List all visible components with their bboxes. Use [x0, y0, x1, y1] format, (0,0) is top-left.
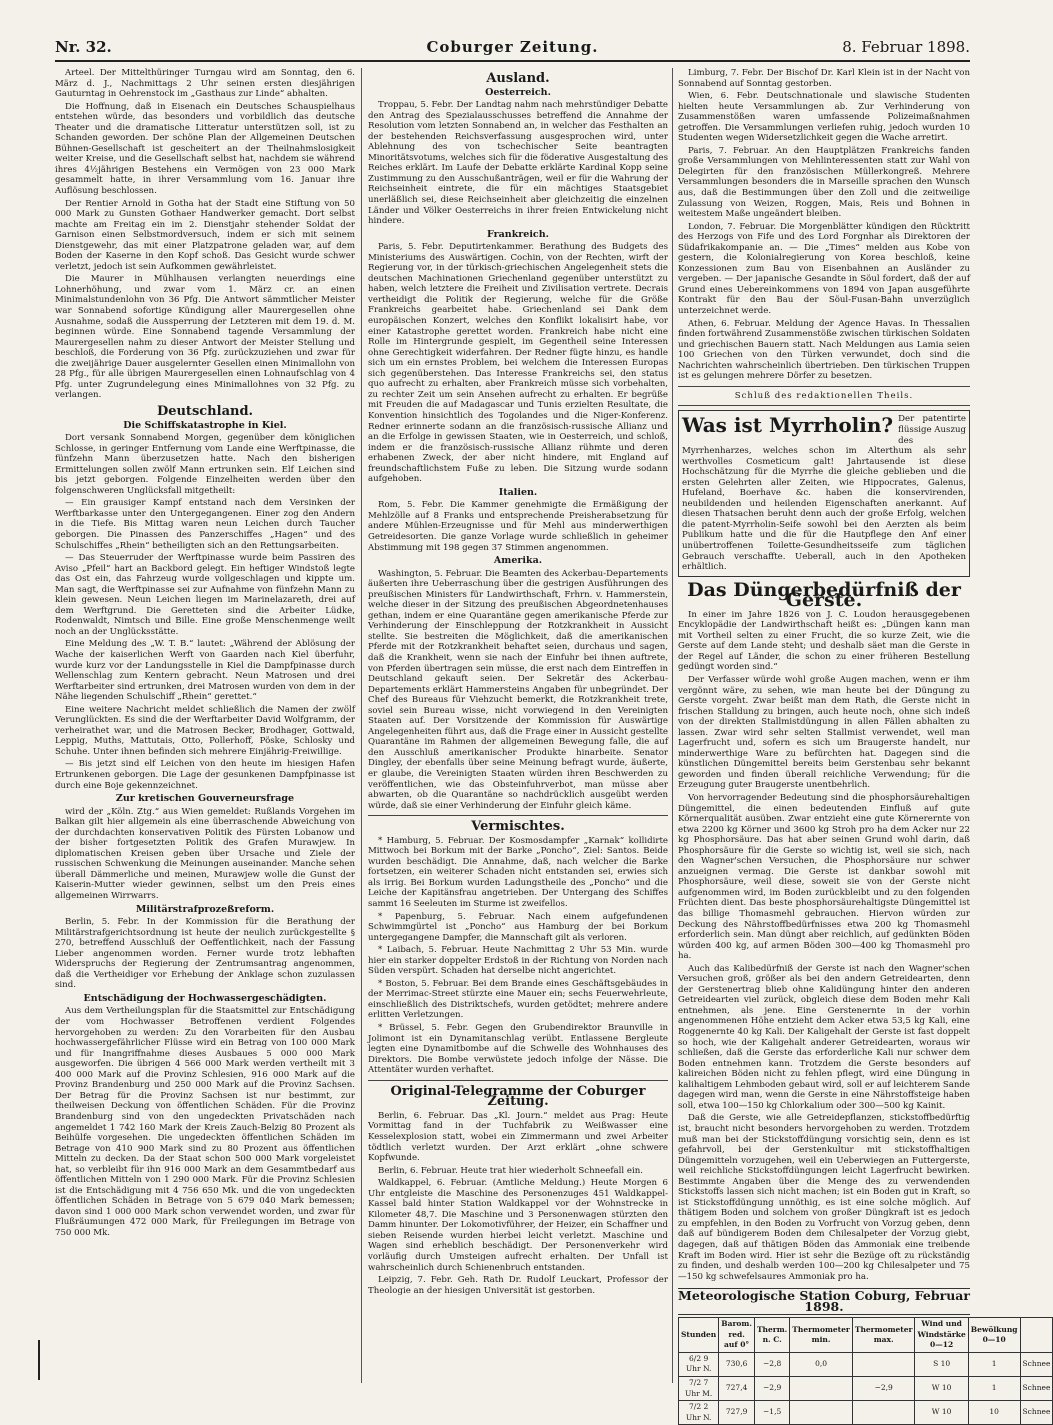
table-cell — [790, 1376, 853, 1400]
divider — [368, 815, 668, 816]
article-paragraph: Aus dem Vertheilungsplan für die Staatsmittel zur Entschädigung der vom Hochwasser Betroffenen verdient Folgendes hervorgehoben zu werden: Zu den Vorarbeiten für den Ausbau hochwassergefährlicher Flüsse wird ein Betrag von 100 000 Mark und für Inangriffnahme dieses Ausbaues 5 000 000 Mark ausgeworfen. Die übrigen 4 566 000 Mark werden vertheilt mit 3 400 000 Mark auf die Provinz Schlesien, 916 000 Mark auf die Provinz Brandenburg und 250 000 Mark auf die Provinz Sachsen. Der Betrag für die Provinz Sachsen ist nur bestimmt, zur theilweisen Deckung von öffentlichen Schäden. Für die Provinz Brandenburg sind von den ungedeckten Privatschäden nach angemeldet 1 742 160 Mark der Kreis Zauch-Belzig 80 Prozent als Beihülfe vorgesehen. Die ungedeckten öffentlichen Schäden im Betrage von 410 900 Mark sind zu 80 Prozent aus öffentlichen Mitteln zu decken. Da der Staat schon 500 000 Mark vorgeleistet hat, so verbleibt für ihn 916 000 Mark an dem Gesammtbedarf aus öffentlichen Mitteln von 1 290 000 Mark. Für die Provinz Schlesien ist die Entschädigung mit 4 756 650 Mk. und die von ungedeckten öffentlichen Schäden in Betrage von 5 679 040 Mark bemessen; davon sind 1 000 000 Mark schon verwendet worden, und zwar für Flußräumungen 472 000 Mark, für Freilegungen im Betrage von 750 000 Mk. — [55, 1006, 355, 1238]
article-paragraph: Limburg, 7. Febr. Der Bischof Dr. Karl Klein ist in der Nacht von Sonnabend auf Sonntag gestorben. — [678, 68, 970, 89]
article-paragraph: Berlin, 6. Februar. Das „Kl. Journ.“ meldet aus Prag: Heute Vormittag fand in der Tuchfabrik zu Weißwasser eine Kesselexplosion statt, wobei ein Zimmermann und zwei Arbeiter tödtlich verletzt wurden. Der Arzt erklärt „ohne schwere Kopfwunde. — [368, 1110, 668, 1164]
divider — [678, 386, 970, 387]
column-header: Thermometer min. — [790, 1318, 853, 1353]
article-paragraph: Der Verfasser würde wohl große Augen machen, wenn er ihm vergönnt wäre, zu sehen, wie man heute bei der Düngung zu Gerste vorgeht. Zwar beißt man dem Rath, die Gerste nicht in frischen Stalldung zu bringen, auch heute noch, ohne sich indeß von der direkten Stallmistdüngung in allen Fällen abhalten zu lassen. Zwar wird sehr selten Stallmist verwendet, weil man Lagerfrucht und, sofern es sich um Braugerste handelt, nur minderwerthige Ware zu befürchten hat. Dagegen sind die künstlichen Düngemittel bereits beim Gerstenbau sehr bekannt geworden und finden überall reichliche Verwendung; für die Erzeugung guter Braugerste unentbehrlich. — [678, 674, 970, 791]
article-paragraph: Eine Meldung des „W. T. B.“ lautet: „Während der Ablösung der Wache der kaiserlichen Werft von Gaarden nach Kiel überfuhr, wurde kurz vor der Landungsstelle in Kiel die Dampfpinasse durch Wellenschlag zum Kentern gebracht. Neun Matrosen und drei Werftarbeiter sind ertrunken, drei Matrosen wurden von dem in der Nähe liegenden Schulschiff „Rhein“ gerettet.“ — [55, 639, 355, 703]
table-cell: S 10 — [915, 1352, 968, 1376]
table-header-row — [679, 1318, 1053, 1353]
table-cell: W 10 — [915, 1401, 968, 1425]
table-cell: 727,9 — [719, 1401, 755, 1425]
weather-station-title: Meteorologische Station Coburg, Februar 1898. — [678, 1288, 970, 1314]
subheading-italien: Italien. — [498, 486, 538, 498]
section-heading-deutschland: Deutschland. — [156, 403, 254, 419]
article-paragraph: Arteel. Der Mittelthüringer Turngau wird am Sonntag, den 6. März d. J., Nachmittags 2 Uhr seinen ersten diesjährigen Gauturntag in Oehrenstock im „Gasthaus zur Linde“ abhalten. — [55, 68, 355, 100]
table-cell: 727,4 — [719, 1376, 755, 1400]
article-paragraph: — Ein grausiger Kampf entstand nach dem Versinken der Werftbarkasse unter den Untergegangenen. Einer zog den Andern in die Tiefe. Bis Mittag waren neun Leichen durch Taucher geborgen. Die Pinassen des Panzerschiffes „Hagen“ und des Schulschiffes „Rhein“ betheiligten sich an den Rettungsarbeiten. — [55, 498, 355, 551]
column-3 — [678, 68, 1051, 1422]
article-heading-gerste: Das Düngerbedürfniß der Gerste. — [687, 578, 961, 612]
table-cell: 10 — [968, 1401, 1020, 1425]
table-cell: 7/2 2 Uhr N. — [679, 1401, 719, 1425]
subheading-militaer: Militärstrafprozeßreform. — [135, 903, 275, 915]
article-paragraph: Eine weitere Nachricht meldet schließlich die Namen der zwölf Verunglückten. Es sind die der Werftarbeiter David Wolfgramm, der verheirathet war, und die Matrosen Becker, Brodhager, Gottwald, Leppig, Muths, Mattutais, Otto, Pollerhoff, Pöske, Schlosky und Schuhe. Unter ihnen befinden sich mehrere Einjährig-Freiwillige. — [55, 704, 355, 757]
table-cell: −2,9 — [852, 1376, 915, 1400]
subheading-kiel: Die Schiffskatastrophe in Kiel. — [123, 419, 287, 431]
table-row — [679, 1401, 1053, 1425]
article-paragraph: — Bis jetzt sind elf Leichen von den heute im hiesigen Hafen Ertrunkenen geborgen. Die Lage der gesunkenen Dampfpinasse ist durch eine Boje gekennzeichnet. — [55, 759, 355, 791]
article-paragraph: Wien, 6. Febr. Deutschnationale und slawische Studenten hielten heute Versammlungen ab. Zur Verhinderung von Zusammenstößen waren umfassende Polizeimaßnahmen getroffen. Die Versammlungen verliefen ruhig, jedoch wurden 10 Studenten wegen Widersetzlichkeit gegen die Wache arretirt. — [678, 91, 970, 144]
table-cell: 1 — [968, 1376, 1020, 1400]
article-paragraph: Rom, 5. Febr. Die Kammer genehmigte die Ermäßigung der Mehlzölle auf 8 Franks und entsprechende Preisherabsetzung für andere Mühlen-Erzeugnisse und für Mehl aus minderwerthigen Getreidesorten. Die ganze Vorlage wurde schließlich in geheimer Abstimmung mit 198 gegen 37 Stimmen angenommen. — [368, 500, 668, 553]
end-of-editorial-note: Schluß des redaktionellen Theils. — [734, 390, 914, 401]
article-paragraph: Auch das Kalibedürfniß der Gerste ist nach den Wagner'schen Versuchen groß, größer als bei den andern Getreidearten, denn der Gerstenertrag blieb ohne Kalidüngung hinter den anderen Getreidearten viel zurück, obgleich diese dem Boden mehr Kali entnehmen, als jene. Eine Gerstenernte in der vorhin angenommenen Höhe entzieht dem Acker etwa 53,5 kg Kali, eine Roggenernte 40 kg Kali. Der Kaligehalt der Gerste ist fast doppelt so hoch, wie der Kaligehalt anderer Getreidearten, woraus wir schließen, daß die Gerste das erforderliche Kali nur schwer dem Boden entnehmen kann. Trotzdem die Gerste besonders auf kalireichen Böden nicht zu fehlen pflegt, wird eine Düngung in kalihaltigem Lehmboden gebaut wird, soll er auf leichterem Sande dagegen wird man, wenn die Gerste in eine Nährstoffsteige haben soll, etwa 100—150 kg Chlorkalium oder 300—500 kg Kainit. — [678, 963, 971, 1111]
subheading-oesterreich: Oesterreich. — [485, 86, 551, 98]
table-cell: W 10 — [915, 1376, 968, 1400]
column-header: Therm. n. C. — [754, 1318, 789, 1353]
subheading-frankreich: Frankreich. — [487, 228, 549, 240]
table-cell: Schnee — [1020, 1376, 1053, 1400]
article-paragraph: Paris, 5. Febr. Deputirtenkammer. Berathung des Budgets des Ministeriums des Auswärtigen. Cochin, von der Rechten, wirft der Regierung vor, in der türkisch-griechischen Angelegenheit stets die deutschen Machinationen Griechenland gegenüber unterstützt zu haben, welch letztere die Freiheit und Zivilisation vertrete. Decrais vertheidigt die Politik der Regierung, welche für die Größe Frankreichs gearbeitet habe. Griechenland sei Dank dem europäischen Konzert, welches den Konflikt lokalisirt habe, vor einer Katastrophe gerettet worden. Frankreich habe nicht eine Rolle im Hintergrunde gespielt, im Gegentheil seine Interessen ohne Gerechtigkeit widerfahren. Der Redner fügte hinzu, es handle sich um ein ernstes Problem, bei welchem die Interessen Europas sich gegenüberstehen. Das Interesse Frankreichs sei, den status quo aufrecht zu erhalten, aber Frankreich müsse sich vorbehalten, zu rechter Zeit um sein Ansehen aufrecht zu erhalten. Er begrüße mit Freuden die auf Madagascar und Tunis erzielten Resultate, die Konvention hinsichtlich des Togolandes und die Niger-Konferenz. Redner erinnerte sodann an die französisch-russische Allianz und an die Erfolge in gewissen Staaten, wie in Oesterreich, und schloß, indem er die französisch-russische Allianz rühmte und deren erhabenen Zweck, der aber nicht hindere, mit England auf freundschaftlichstem Fuße zu leben. Die Sitzung wurde sodann aufgehoben. — [368, 242, 668, 485]
article-paragraph: Der Rentier Arnold in Gotha hat der Stadt eine Stiftung von 50 000 Mark zu Gunsten Gothaer Handwerker gemacht. Dort selbst machte am Freitag ein im 2. Dienstjahr stehender Soldat der Garnison einen Selbstmordversuch, indem er sich mit seinem Dienstgewehr, das mit einer Platzpatrone geladen war, auf dem Boden der Kaserne in den Kopf schoß. Das Gesicht wurde schwer verletzt, jedoch ist sein Aufkommen gewährleistet. — [55, 198, 355, 272]
article-paragraph: * Boston, 5. Februar. Bei dem Brande eines Geschäftsgebäudes in der Merrimac-Street stürzte eine Mauer ein; sechs Feuerwehrleute, einschließlich des Distriktschefs, wurden getödtet; mehrere andere erlitten Verletzungen. — [368, 978, 668, 1021]
table-cell — [852, 1401, 915, 1425]
article-paragraph: * Papenburg, 5. Februar. Nach einem aufgefundenen Schwimmgürtel ist „Poncho“ aus Hamburg der bei Borkum untergegangene Dampfer, die Mannschaft gilt als verloren. — [368, 911, 668, 943]
masthead — [55, 38, 970, 62]
column-rule — [672, 68, 673, 1383]
article-paragraph: Athen, 6. Februar. Meldung der Agence Havas. In Thessalien finden fortwährend Zusammenstöße zwischen türkischen Soldaten und griechischen Bauern statt. Nach Meldungen aus Lamia seien 100 Griechen von den Türken verwundet, doch sind die Nachrichten wahrscheinlich übertrieben. Den türkischen Truppen ist es gelungen mehrere Dörfer zu besetzen. — [678, 318, 970, 382]
article-paragraph: London, 7. Februar. Die Morgenblätter kündigen den Rücktritt des Herzogs von Fife und des Lord Forgnhar als Direktoren der Südafrikakompanie an. — Die „Times“ melden aus Kobe von gestern, die Kolonialregierung von Korea beschloß, keine Konzessionen zum Bau von Eisenbahnen an Ausländer zu vergeben. — Der japanische Gesandte in Söul fordert, daß der auf Grund eines Uebereinkommens von 1894 von Japan ausgeführte Kontrakt für den Bau der Söul-Fusan-Bahn unverzüglich unterzeichnet werde. — [678, 221, 970, 317]
article-paragraph: Berlin, 6. Februar. Heute trat hier wiederholt Schneefall ein. — [378, 1165, 643, 1176]
article-paragraph: Washington, 5. Februar. Die Beamten des Ackerbau-Departements äußerten ihre Ueberraschung über die gestrigen Ausführungen des preußischen Ministers für Landwirthschaft, Frhrn. v. Hammerstein, welche dieser in der Sitzung des preußischen Abgeordnetenhauses gethan, indem er eine Quarantäne gegen amerikanische Pferde zur Verhinderung der Einschleppung der Rotzkrankheit in Aussicht stellte. Sie bestreiten die Möglichkeit, daß die amerikanischen Pferde mit der Rotzkrankheit behaftet seien, durchaus und sagen, daß die Krankheit, wenn sie nach der Einfuhr bei ihnen auftrete, von Pferden übertragen sein müsse, die erst nach dem Eintreffen in Deutschland gekauft seien. Der Sekretär des Ackerbau-Departements erklärt Hammersteins Angaben für unbegründet. Der Chef des Bureaus für Viehzucht bemerkt, die Rotzkrankheit trete, soviel sein Bureau wisse, nicht vorwiegend in den Vereinigten Staaten auf. Der Vorsitzende der Kommission für Auswärtige Angelegenheiten führt aus, daß die Frage einer in Aussicht gestellte Quarantäne im Rahmen der allgemeinen Bewegung falle, die auf den Ausschluß amerikanischer Produkte hinarbeite. Senator Dingley, der ebenfalls über seine Meinung befragt wurde, äußerte, er glaube, die Vereinigten Staaten würden ihren Beschwerden zu veröffentlichen, wie das Obsteinfuhrverbot, man müsse aber abwarten, ob die Quarantäne so nachdrücklich ausgeübt werden würde, daß sie einer Verhinderung der Einfuhr gleich käme. — [368, 568, 668, 811]
table-cell: Schnee — [1020, 1352, 1053, 1376]
table-cell: 730,6 — [719, 1352, 755, 1376]
subheading-amerika: Amerika. — [493, 555, 543, 567]
section-heading-ausland: Ausland. — [486, 71, 550, 86]
column-header: Barom. red. auf 0° — [719, 1318, 755, 1353]
advertisement-myrrholin — [678, 410, 970, 576]
article-paragraph: Troppau, 5. Febr. Der Landtag nahm nach mehrstündiger Debatte den Antrag des Spezialausschusses betreffend die Annahme der Resolution vom letzten Sonnabend an, in welcher das Festhalten an der bestehenden Reichsverfassung ausgesprochen wird, unter Ablehnung des von tschechischer Seite beantragten Minoritätsvotums, welches sich für die föderative Ausgestaltung des Reiches erklärt. Im Laufe der Debatte erklärte Kardinal Kopp seine Zustimmung zu den Ausschußanträgen, weil er für die Wahrung der Reichseinheit eintrete, die für ein mächtiges Staatsgebiet unerläßlich sei, diese Reichseinheit aber gleichzeitig die einzelnen Länder und Völker Oesterreichs in ihrer freien Entwickelung nicht hindere. — [368, 100, 668, 227]
table-cell: 6/2 9 Uhr N. — [679, 1352, 719, 1376]
table-cell: 0,0 — [790, 1352, 853, 1376]
table-cell — [852, 1352, 915, 1376]
subheading-hochwasser: Entschädigung der Hochwassergeschädigten. — [83, 992, 327, 1004]
article-paragraph: — Das Steuerruder der Werftpinasse wurde beim Passiren des Aviso „Pfeil“ hart an Backbord gelegt. Ein heftiger Windstoß legte das Ost ein, das Fahrzeug wurde vollgeschlagen und kippte um. Man sagt, die Werftpinasse sei zur Aufnahme von fünfzehn Mann zu klein gewesen. Neun Leichen liegen im Marinelazareth, drei auf dem Werftgrund. Die Geretteten sind die Arbeiter Lüdke, Rodenwaldt, Nimtsch und Bille. Eine große Menschenmenge weilt noch an der Unglücksstätte. — [55, 553, 355, 637]
table-cell — [790, 1401, 853, 1425]
divider — [678, 405, 970, 406]
divider — [368, 1080, 668, 1081]
article-paragraph: Die Maurer in Mühlhausen verlangten neuerdings eine Lohnerhöhung, und zwar vom 1. März cr. an einen Minimalstundenlohn von 36 Pfg. Die Antwort sämmtlicher Meister war Sonnabend sofortige Kündigung aller Maurergesellen ohne Ausnahme, sodaß die Aussperrung der Letzteren mit dem 19. d. M. beginnen würde. Eine Sonnabend tagende Versammlung der Maurergesellen nahm zu dieser Antwort der Meister Stellung und beschloß, die Forderung von 36 Pfg. zurückzuziehen und zwar für die zweijährige Dauer ausgelernter Gesellen einen Minimallohn von 28 Pfg., für alle übrigen Maurergesellen einen Lohnaufschlag von 4 Pfg. unter Zugrundelegung eines Minimallohnes von 32 Pfg. zu verlangen. — [55, 274, 355, 401]
article-paragraph: Waldkappel, 6. Februar. (Amtliche Meldung.) Heute Morgen 6 Uhr entgleiste die Maschine des Personenzuges 451 Waldkappel-Kassel bald hinter Station Waldkappel vor der Wohnstrecke in Kilometer 48,7. Die Maschine und 3 Personenwagen stürzten den Damm hinunter. Der Lokomotivführer, der Heizer, ein Schaffner und sieben Reisende wurden hierbei leicht verletzt. Maschine und Wagen sind erheblich beschädigt. Der Personenverkehr wird vorläufig durch Umsteigen aufrecht erhalten. Der Unfall ist wahrscheinlich durch Schienenbruch entstanden. — [368, 1178, 668, 1273]
article-paragraph: Leipzig, 7. Febr. Geh. Rath Dr. Rudolf Leuckart, Professor der Theologie an der hiesigen Universität ist gestorben. — [368, 1275, 668, 1296]
column-header: Thermometer max. — [852, 1318, 915, 1353]
table-cell: −2,8 — [754, 1352, 789, 1376]
column-2 — [368, 68, 668, 1383]
page-edge-mark — [38, 1340, 40, 1380]
issue-number: Nr. 32. — [55, 38, 112, 56]
weather-table — [678, 1317, 1053, 1425]
table-cell: 7/2 7 Uhr M. — [679, 1376, 719, 1400]
article-paragraph: Berlin, 5. Febr. In der Kommission für die Berathung der Militärstrafgerichtsordnung ist heute der neulich zurückgestellte § 270, betreffend Ausschluß der Oeffentlichkeit, nach der Fassung Lieber angenommen worden. Ferner wurde trotz lebhaften Widerspruchs der Regierung der Zentrumsantrag angenommen, daß die Vertheidiger vor Erhebung der Anklage schon zuzulassen sind. — [55, 917, 355, 991]
issue-date: 8. Februar 1898. — [842, 38, 970, 56]
article-paragraph: Dort versank Sonnabend Morgen, gegenüber dem königlichen Schlosse, in geringer Entfernung vom Lande eine Werftpinasse, die fünfzehn Mann überzusetzen hatte. Nach den bisherigen Ermittelungen sollen zwölf Mann ertrunken sein. Elf Leichen sind bis jetzt geborgen. Folgende Einzelheiten werden über den folgenschweren Unglücksfall mitgetheilt: — [55, 433, 355, 496]
article-paragraph: Daß die Gerste, wie alle Getreidepflanzen, stickstoffbedürftig ist, braucht nicht besonders hervorgehoben zu werden. Trotzdem muß man bei der Stickstoffdüngung vorsichtig sein, denn es ist gefahrvoll, bei der Gerstenkultur mit stickstoffhaltigen Düngemitteln vorzugehen, weil ein Ueberwiegen an Futtergerste, weil reichliche Stickstoffdüngungen leicht Lagerfrucht bewirken. Bestimmte Angaben über die Menge des zu verwendenden Stickstoffs lassen sich nicht machen; ist ein Boden gut in Kraft, so ist Stickstoffdüngung unnöthig, es ist eine solche möglich. Auf thätigem Boden und solchem von großer Düngkraft ist es jedoch zu empfehlen, in den Boden zu Vorfrucht von Vorzug geben, denn daß auf bündigerem Boden dem Chilesalpeter der Vorzug giebt, dagegen, daß auf thätigen Böden das Ammoniak eine treibende Kraft im Boden wird. Hier ist sehr die Bezüge oft zu rückständig zu finden, und deshalb werden 100—200 kg Chilesalpeter und 75—150 kg schwefelsaures Ammoniak pro ha. — [678, 1113, 970, 1282]
table-row — [679, 1352, 1053, 1376]
article-paragraph: Von hervorragender Bedeutung sind die phosphorsäurehaltigen Düngemittel, die einen bedeutenden Einfluß auf gute Körnerqualität ausüben. Zwar entzieht eine gute Körnerernte von etwa 2200 kg Körner und 3600 kg Stroh pro ha dem Acker nur 22 kg Phosphorsäure. Das hat aber seinen Grund wohl darin, daß Phosphorsäure für die Gerste so wichtig ist, weil sie sich, nach den Wagner'schen Versuchen, die Phosphorsäure nur schwer anzueignen vermag. Die Gerste ist dankbar sowohl mit Phosphorsäure, weil diese, soweit sie von der Gerste nicht aufgenommen wird, im Boden zurückbleibt und zu den folgenden Früchten dient. Das beste phosphorsäurehaltigste Düngemittel ist das billige Thomasmehl gebrauchen. Hiervon würden zur Deckung des Nährstoffbedürfnisses etwa 200 kg Thomasmehl erforderlich sein. Man düngt aber reichlich, auf gedünkten Böden würden 400 kg, auf armen Böden 300—400 kg Thomasmehl pro ha. — [678, 793, 970, 962]
article-paragraph: wird der „Köln. Ztg.“ aus Wien gemeldet: Rußlands Vorgehen im Balkan gilt hier allgemein als eine überraschende Abweichung von der durchdachten konservativen Politik des Fürsten Lobanow und der bisher fortgesetzten Politik des Grafen Murawjew. In diplomatischen Kreisen geben über Ursache und Ziele der russischen Schwenkung die Meinungen auseinander. Manche sehen überall Dämmerliche und meinen, Murawjew wolle die Gunst der Kaiserin-Mutter wieder gewinnen, selbst um den Preis eines allgemeinen Wirrwarrs. — [55, 806, 355, 902]
newspaper-title: Coburger Zeitung. — [426, 38, 599, 56]
ad-title: Was ist Myrrholin? — [682, 413, 894, 438]
column-header: Stunden — [679, 1318, 719, 1353]
column-header — [1020, 1318, 1053, 1353]
column-header: Wind und Windstärke 0—12 — [915, 1318, 968, 1353]
article-paragraph: * Laibach, 5. Februar. Heute Nachmittag 2 Uhr 53 Min. wurde hier ein starker doppelter Erdstoß in der Richtung von Norden nach Süden verspürt. Schaden hat derselbe nicht angerichtet. — [368, 945, 668, 977]
table-cell: −2,9 — [754, 1376, 789, 1400]
column-1 — [55, 68, 355, 1383]
article-paragraph: * Brüssel, 5. Febr. Gegen den Grubendirektor Braunville in Jolimont ist ein Dynamitanschlag verübt. Entlassene Bergleute legten eine Dynamitbombe auf die Schwelle des Wohnhauses des Direktors. Die Bombe verwüstete jedoch infolge der Nässe. Die Attentäter wurden verhaftet. — [368, 1023, 668, 1076]
column-header: Bewölkung 0—10 — [968, 1318, 1020, 1353]
section-heading-telegramme: Original-Telegramme der Coburger Zeitung. — [390, 1083, 646, 1110]
column-rule — [361, 68, 362, 1383]
article-paragraph: In einer im Jahre 1826 von J. C. Loudon herausgegebenen Encyklopädie der Landwirthschaft heißt es: „Düngen kann man mit Vortheil selten zu einer Frucht, die so kurze Zeit, wie die Gerste auf dem Lande steht; und deshalb säet man die Gerste in der Regel auf Länder, die schon zu einer früheren Bestellung gedüngt worden sind.“ — [678, 609, 970, 673]
table-cell: Schnee — [1020, 1401, 1053, 1425]
table-row — [679, 1376, 1053, 1400]
table-cell: −1,5 — [754, 1401, 789, 1425]
subheading-kreta: Zur kretischen Gouverneursfrage — [115, 793, 295, 805]
article-paragraph: * Hamburg, 5. Februar. Der Kosmosdampfer „Karnak“ kollidirte Mittwoch bei Borkum mit der Barke „Poncho“, Ziel: Santos. Beide wurden beschädigt. Die Annahme, daß, nach welcher die Barke fortsetzen, ein weiterer Schaden nicht entstanden sei, erwies sich als irrig. Bei Borkum wurden Ladungstheile des „Poncho“ und die Leiche der Kapitänsfrau angetrieben. Der Untergang des Schiffes sammt 16 Seeleuten im Sturme ist zweifellos. — [368, 835, 668, 910]
article-paragraph: Die Hoffnung, daß in Eisenach ein Deutsches Schauspielhaus entstehen würde, das besonders und vorbildlich das deutsche Theater und die dramatische Litteratur unterstützen soll, ist zu Schanden geworden. Der schöne Plan der Allgemeinen Deutschen Bühnen-Gesellschaft ist gescheitert an der Theilnahmslosigkeit weiter Kreise, und die Gesellschaft selbst hat, nachdem sie während ihres 4½jährigen Bestehens ein Vermögen von 23 000 Mark gesammelt hatte, in ihrer Versammlung vom 16. Januar ihre Auflösung beschlossen. — [55, 101, 355, 197]
section-heading-vermischtes: Vermischtes. — [471, 819, 565, 835]
article-paragraph: Paris, 7. Februar. An den Hauptplätzen Frankreichs fanden große Versammlungen von Mehlinteressenten statt zur Wahl von Delegirten für den französischen Müllerkongreß. Mehrere Versammlungen besonders die in Marseille sprachen den Wunsch aus, daß die Bestimmungen über den Zoll und die zeitweilige Zulassung von Weizen, Roggen, Mais, Reis und Bohnen in weitestem Maße ungeändert bleiben. — [678, 145, 970, 220]
ad-text: Der patentirte flüssige Auszug des Myrrhenharzes, welches schon im Alterthum als sehr werthvolles Cosmeticum galt! Jahrtausende ist diese Hochschätzung für die Myrrhe die gleiche geblieben und die ersten Gelehrten aller Zeiten, wie Hippocrates, Galenus, Hufeland, Boerhave &c. haben die konservirenden, neubildenden und heilenden Eigenschaften anerkannt. Auf diesen Thatsachen beruht denn auch der große Erfolg, welchen die patent-Myrrholin-Seife sowohl bei den Aerzten als beim Publikum hatte und die für die Hautpflege den Anf einer unübertroffenen Toilette-Gesundheitsseife zum täglichen Gebrauch verschaffte. Ueberall, auch in den Apotheken erhältlich. — [682, 414, 967, 573]
table-cell: 1 — [968, 1352, 1020, 1376]
